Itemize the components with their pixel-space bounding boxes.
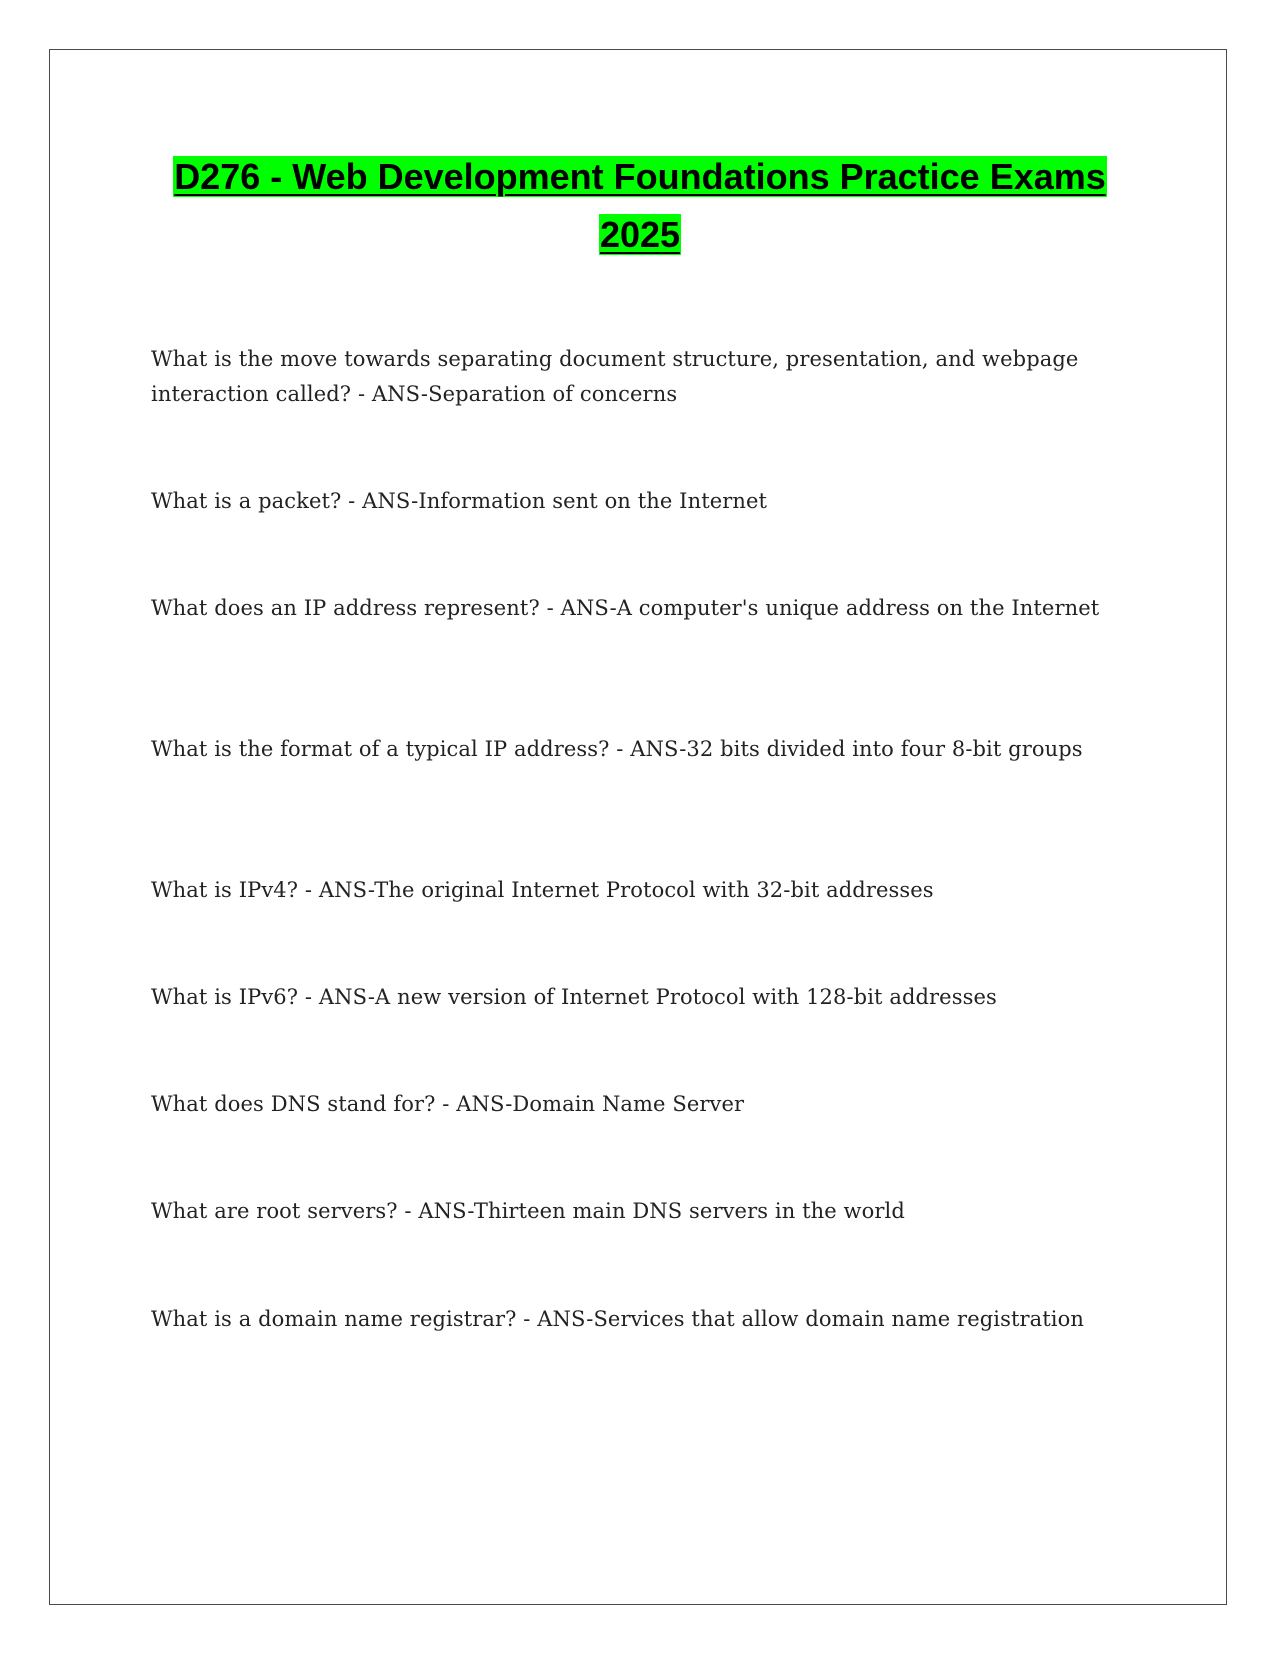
qa-item: What is a domain name registrar? - ANS-Services that allow domain name registration (151, 1307, 1084, 1331)
qa-item: What is the format of a typical IP address? - ANS-32 bits divided into four 8-bit groups (151, 737, 1083, 761)
title-line-1: D276 - Web Development Foundations Practice Exams (174, 156, 1106, 197)
page-frame (49, 49, 1227, 1605)
qa-item: What is IPv6? - ANS-A new version of Internet Protocol with 128-bit addresses (151, 985, 997, 1009)
document-title (100, 148, 1180, 264)
title-line-2: 2025 (599, 214, 681, 255)
qa-item: What are root servers? - ANS-Thirteen main DNS servers in the world (151, 1199, 905, 1223)
qa-item: What does an IP address represent? - ANS-A computer's unique address on the Internet (151, 596, 1100, 620)
qa-item: What is the move towards separating document structure, presentation, and webpage interaction called? - ANS-Separation of concerns (151, 347, 1079, 406)
qa-item: What is IPv4? - ANS-The original Internet Protocol with 32-bit addresses (151, 878, 934, 902)
qa-item: What is a packet? - ANS-Information sent on the Internet (151, 489, 768, 513)
qa-item: What does DNS stand for? - ANS-Domain Name Server (151, 1092, 745, 1116)
